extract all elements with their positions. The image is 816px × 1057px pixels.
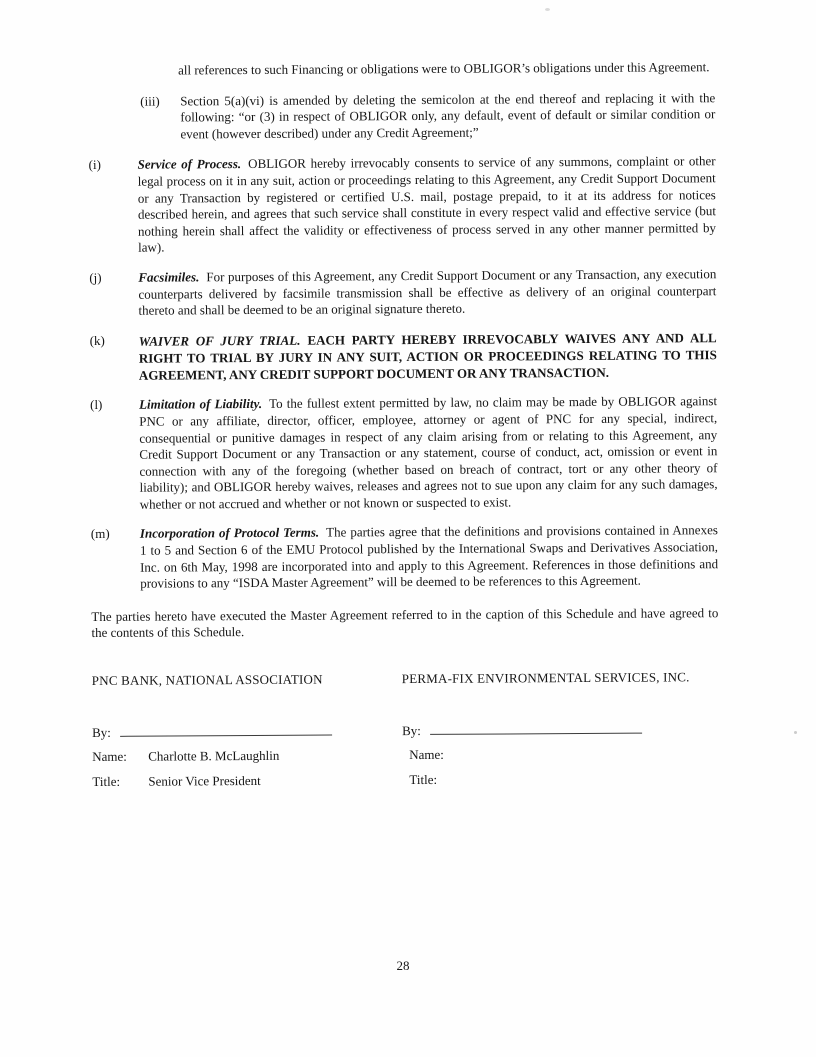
name-value: Charlotte B. McLaughlin	[148, 748, 280, 764]
clause-body: For purposes of this Agreement, any Credit Support Document or any Transaction, any execution counterparts delivered by facsimile transmission shall be effective as delivery of an original counterpart thereto and shall be deemed to be an original signature thereto.	[138, 266, 717, 318]
clause-i	[89, 154, 717, 257]
signature-block-pnc	[92, 671, 403, 799]
clause-m	[91, 523, 718, 593]
clause-heading: Incorporation of Protocol Terms.	[139, 525, 320, 542]
title-value: Senior Vice President	[148, 773, 261, 789]
title-row	[402, 770, 719, 789]
clause-paragraph	[139, 393, 718, 513]
clause-j	[89, 266, 716, 320]
clause-heading: Facsimiles.	[138, 269, 200, 285]
continuation-paragraph: all references to such Financing or obligations were to OBLIGOR’s obligations under this Agreement.	[177, 59, 710, 78]
clause-paragraph	[140, 523, 718, 593]
company-name: PERMA-FIX ENVIRONMENTAL SERVICES, INC.	[401, 669, 690, 687]
document-content	[88, 59, 719, 799]
clause-k	[90, 329, 717, 384]
by-label: By:	[92, 724, 111, 740]
clause-body: The parties agree that the definitions and provisions contained in Annexes 1 to 5 and Section 6 of the EMU Protocol published by the International Swaps and Derivatives Association, Inc. on 6th May, 1998 are incorporated into and apply to this Agreement. References in those definitions and provisions to any “ISDA Master Agreement” will be deemed to be references to this Agreement.	[139, 522, 719, 591]
company-name: PNC BANK, NATIONAL ASSOCIATION	[91, 671, 323, 689]
by-row	[402, 719, 719, 740]
scan-artifact	[794, 731, 797, 734]
clause-label: (k)	[89, 332, 105, 348]
clause-label: (j)	[89, 269, 102, 285]
by-label: By:	[402, 722, 421, 738]
title-row	[92, 772, 402, 790]
signature-block-permafix	[402, 669, 720, 797]
signature-line	[120, 721, 332, 736]
by-row	[92, 721, 402, 741]
subclause-iii	[140, 90, 715, 143]
page-number: 28	[396, 958, 410, 973]
clause-l	[90, 393, 718, 513]
clause-paragraph	[138, 154, 717, 257]
clause-label: (l)	[90, 397, 103, 413]
clause-heading: Service of Process.	[137, 156, 242, 173]
signature-section	[92, 669, 720, 799]
clause-label: (m)	[90, 526, 110, 542]
clause-paragraph	[139, 329, 717, 384]
closing-paragraph: The parties hereto have executed the Master Agreement referred to in the caption of this Schedule and have agreed to the contents of this Schedule.	[91, 605, 719, 641]
clause-heading: Limitation of Liability.	[139, 396, 263, 413]
subclause-label: (iii)	[140, 93, 160, 109]
name-label: Name:	[92, 749, 127, 765]
name-label: Name:	[409, 747, 444, 763]
signature-line	[430, 719, 642, 734]
clause-heading: WAIVER OF JURY TRIAL.	[138, 332, 301, 349]
name-row	[402, 745, 719, 764]
subclause-text: Section 5(a)(vi) is amended by deleting the semicolon at the end thereof and replacing it with the following: “or (3) in respect of OBLIGOR only, any default, event of default or similar condition or event (however described) under any Credit Agreement;”	[180, 89, 716, 142]
clause-label: (i)	[88, 157, 101, 173]
clause-body: EACH PARTY HEREBY IRREVOCABLY WAIVES ANY AND ALL RIGHT TO TRIAL BY JURY IN ANY SUIT, ACTION OR PROCEEDINGS RELATING TO THIS AGREEMENT, ANY CREDIT SUPPORT DOCUMENT OR ANY TRANSACTION.	[138, 329, 717, 383]
clause-paragraph	[138, 266, 716, 319]
title-label: Title:	[409, 772, 438, 788]
clause-body: OBLIGOR hereby irrevocably consents to service of any summons, complaint or other legal process on it in any suit, action or proceedings relating to this Agreement, any Credit Support Document or any Transaction by registered or certified U.S. mail, postage prepaid, to it at its address for notices described herein, and agrees that such service shall constitute in every respect valid and effective service (but nothing herein shall affect the validity or effectiveness of process served in any other manner permitted by law).	[137, 153, 717, 256]
title-label: Title:	[92, 774, 121, 790]
scan-artifact	[545, 8, 550, 11]
name-row	[92, 747, 402, 765]
clause-body: To the fullest extent permitted by law, no claim may be made by OBLIGOR against PNC or any affiliate, director, officer, employee, attorney or agent of PNC for any special, indirect, consequential or punitive damages in respect of any claim arising from or relating to this Agreement, any Credit Support Document or any Transaction or any statement, course of conduct, act, omission or event in connection with any of the foregoing (whether based on breach of contract, tort or any other theory of liability); and OBLIGOR hereby waives, releases and agrees not to sue upon any claim for any such damages, whether or not accrued and whether or not known or suspected to exist.	[139, 393, 718, 512]
